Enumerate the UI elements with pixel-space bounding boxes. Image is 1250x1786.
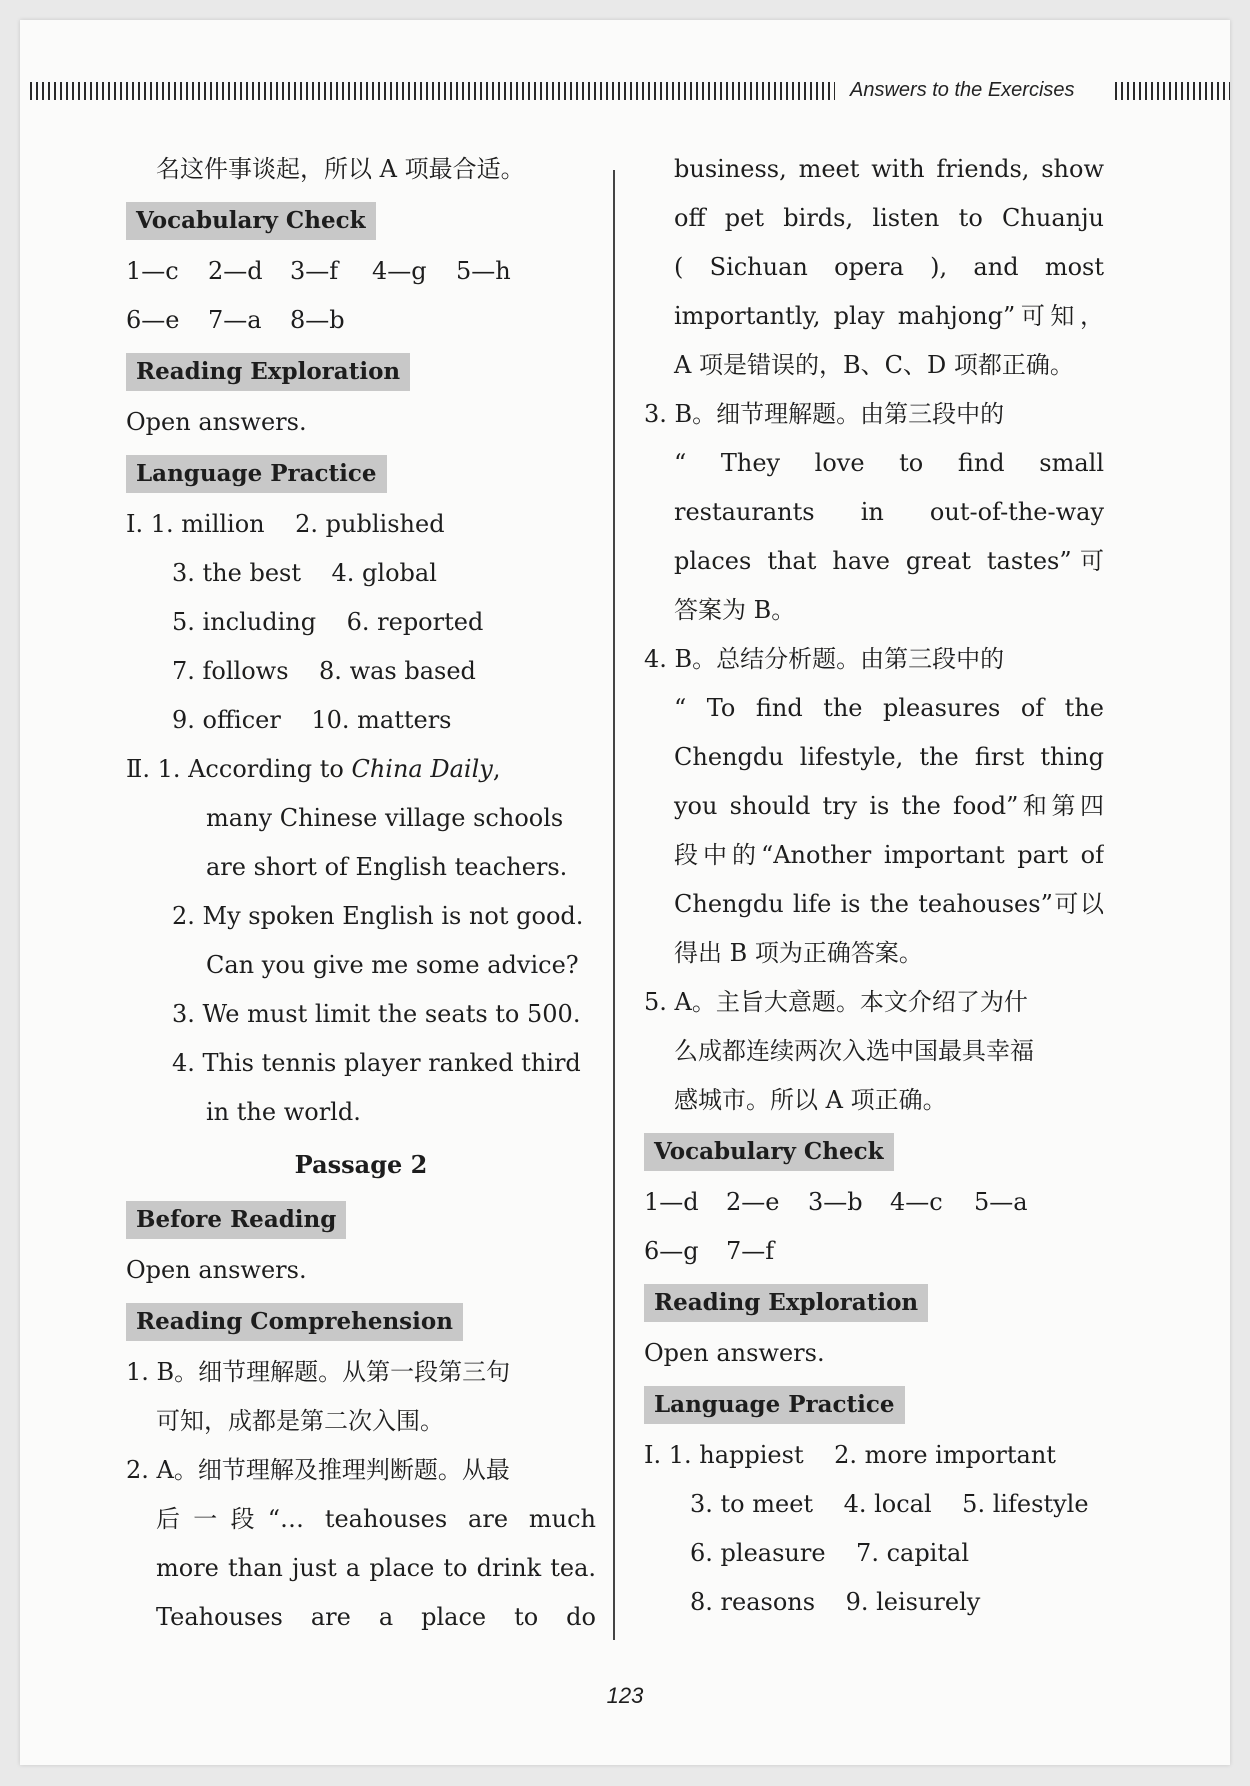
header-rule-right — [1115, 82, 1230, 100]
lp-II-1-line-1: Ⅱ. 1. According to China Daily, — [126, 755, 501, 783]
vocab-answers-row-1: 1—d 2—e 3—b 4—c 5—a — [644, 1188, 1028, 1216]
lp-I-row: 3. to meet 4. local 5. lifestyle — [690, 1490, 1089, 1518]
reading-exploration-answer: Open answers. — [644, 1339, 825, 1367]
section-header-reading-exploration: Reading Exploration — [644, 1284, 928, 1322]
section-header-language-practice: Language Practice — [644, 1386, 905, 1424]
page-number: 123 — [606, 1683, 644, 1708]
rc-answer-4-line-3: Chengdu lifestyle, the first thing — [674, 743, 1104, 771]
rc-answer-5-line-3: 感城市。所以 A 项正确。 — [674, 1086, 947, 1114]
before-reading-answer: Open answers. — [126, 1256, 307, 1284]
lp-I-row: 9. officer 10. matters — [172, 706, 452, 734]
rc-answer-5-line-1: 5. A。主旨大意题。本文介绍了为什 — [644, 988, 1028, 1016]
rc-answer-2-line-2: 后一段“… teahouses are much — [156, 1505, 596, 1533]
rc-answer-1-line-1: 1. B。细节理解题。从第一段第三句 — [126, 1358, 511, 1386]
rc-answer-2-continued: ( Sichuan opera ), and most — [674, 253, 1104, 281]
vocab-answers-row-2: 6—g 7—f — [644, 1237, 775, 1265]
rc-answer-3-line-3: restaurants in out-of-the-way — [674, 498, 1104, 526]
rc-answer-3-line-1: 3. B。细节理解题。由第三段中的 — [644, 400, 1005, 428]
rc-answer-4-line-1: 4. B。总结分析题。由第三段中的 — [644, 645, 1005, 673]
rc-answer-4-line-4: you should try is the food”和第四 — [674, 792, 1104, 820]
rc-answer-4-line-7: 得出 B 项为正确答案。 — [674, 939, 923, 967]
running-head: Answers to the Exercises — [850, 79, 1075, 101]
section-header-vocabulary-check: Vocabulary Check — [126, 202, 376, 240]
lp-I-row: 5. including 6. reported — [172, 608, 484, 636]
left-column — [126, 145, 596, 1642]
rc-answer-4-line-6: Chengdu life is the teahouses”可以 — [674, 890, 1104, 918]
rc-answer-2-line-3: more than just a place to drink tea. — [156, 1554, 596, 1582]
rc-answer-2-line-4: Teahouses are a place to do — [156, 1603, 596, 1631]
lp-I-row: Ⅰ. 1. million 2. published — [126, 510, 445, 538]
lp-II-2-line-2: Can you give me some advice? — [206, 951, 579, 979]
reading-exploration-answer: Open answers. — [126, 408, 307, 436]
rc-answer-2-line-1: 2. A。细节理解及推理判断题。从最 — [126, 1456, 510, 1484]
rc-answer-1-line-2: 可知，成都是第二次入围。 — [156, 1407, 444, 1435]
rc-answer-2-continued: off pet birds, listen to Chuanju — [674, 204, 1104, 232]
rc-answer-5-line-2: 么成都连续两次入选中国最具幸福 — [674, 1037, 1034, 1065]
lp-I-row: Ⅰ. 1. happiest 2. more important — [644, 1441, 1056, 1469]
section-header-reading-comprehension: Reading Comprehension — [126, 1303, 463, 1341]
lp-II-4-line-1: 4. This tennis player ranked third — [172, 1049, 581, 1077]
header-rule-left — [30, 82, 835, 100]
passage-title: Passage 2 — [294, 1150, 428, 1179]
lp-I-row: 3. the best 4. global — [172, 559, 437, 587]
section-header-language-practice: Language Practice — [126, 455, 387, 493]
vocab-answers-row-2: 6—e 7—a 8—b — [126, 306, 345, 334]
lp-I-row: 6. pleasure 7. capital — [690, 1539, 969, 1567]
lp-II-4-line-2: in the world. — [206, 1098, 361, 1126]
rc-answer-2-continued: business, meet with friends, show — [674, 155, 1104, 183]
section-header-reading-exploration: Reading Exploration — [126, 353, 410, 391]
lp-II-3: 3. We must limit the seats to 500. — [172, 1000, 581, 1028]
continued-answer: 名这件事谈起，所以 A 项最合适。 — [156, 155, 525, 183]
rc-answer-3-line-5: 答案为 B。 — [674, 596, 796, 624]
right-column — [644, 145, 1104, 1627]
rc-answer-4-line-5: 段中的“Another important part of — [674, 841, 1104, 869]
lp-I-row: 8. reasons 9. leisurely — [690, 1588, 981, 1616]
vocab-answers-row-1: 1—c 2—d 3—f 4—g 5—h — [126, 257, 511, 285]
section-header-vocabulary-check: Vocabulary Check — [644, 1133, 894, 1171]
rc-answer-2-continued: A 项是错误的，B、C、D 项都正确。 — [674, 351, 1074, 379]
lp-I-row: 7. follows 8. was based — [172, 657, 476, 685]
lp-II-2-line-1: 2. My spoken English is not good. — [172, 902, 584, 930]
lp-II-1-line-3: are short of English teachers. — [206, 853, 568, 881]
rc-answer-3-line-2: “ They love to find small — [674, 449, 1104, 477]
rc-answer-4-line-2: “ To find the pleasures of the — [674, 694, 1104, 722]
section-header-before-reading: Before Reading — [126, 1201, 346, 1239]
rc-answer-3-line-4: places that have great tastes”可 — [674, 547, 1104, 575]
rc-answer-2-continued: importantly, play mahjong”可知， — [674, 302, 1104, 330]
column-divider — [613, 170, 615, 1640]
lp-II-1-line-2: many Chinese village schools — [206, 804, 564, 832]
